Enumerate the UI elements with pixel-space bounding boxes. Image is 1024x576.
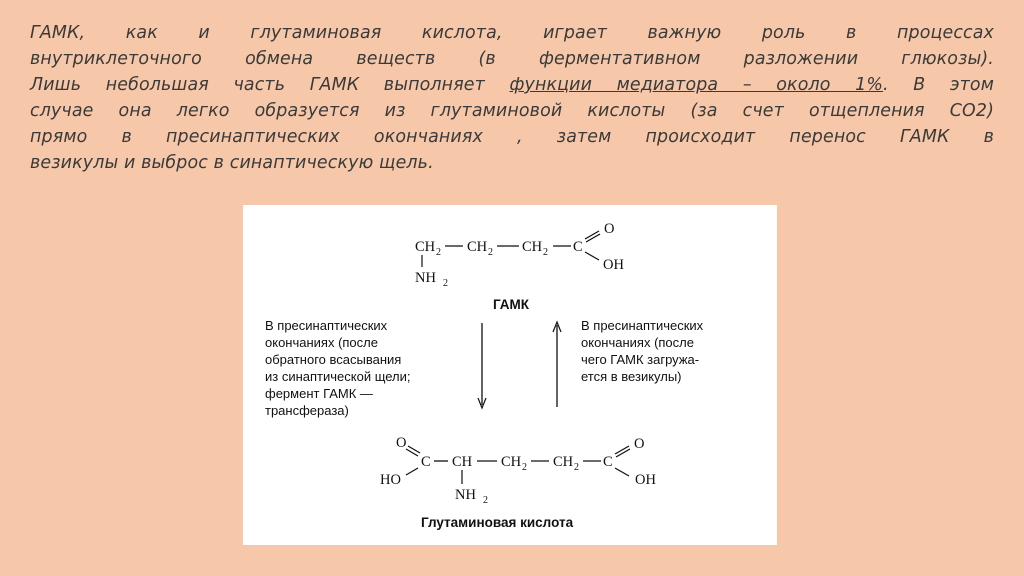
glu-sub-2: 2 xyxy=(574,462,579,473)
glu-nh-sub: 2 xyxy=(483,495,488,506)
glu-nh: NH xyxy=(455,487,476,503)
right-note-line-2: окончаниях (после xyxy=(581,335,694,350)
glu-sub-1: 2 xyxy=(522,462,527,473)
bond xyxy=(585,231,599,239)
gaba-o: O xyxy=(604,221,615,237)
glu-ch2-1: CH xyxy=(501,454,522,470)
mediator-function-link[interactable]: функции медиатора – около 1% xyxy=(509,75,884,95)
glu-oh: OH xyxy=(635,472,656,488)
text-line-2: внутриклеточного обмена веществ (в ферментативном разложении глюкозы). xyxy=(30,49,994,69)
bond xyxy=(586,234,600,242)
gaba-ch2-3: CH xyxy=(522,239,543,255)
gaba-label: ГАМК xyxy=(493,297,530,312)
bond xyxy=(585,252,599,260)
text-line-1: ГАМК, как и глутаминовая кислота, играет важную роль в процессах xyxy=(30,23,994,43)
gaba-sub-1: 2 xyxy=(436,247,441,258)
gaba-sub-2: 2 xyxy=(488,247,493,258)
glutamic-acid-label: Глутаминовая кислота xyxy=(421,515,574,530)
text-line-3 xyxy=(30,72,994,98)
text-line-3-start: Лишь небольшая часть ГАМК выполняет xyxy=(30,75,510,95)
text-line-6: везикулы и выброс в синаптическую щель. xyxy=(30,153,434,173)
left-note-line-1: В пресинаптических xyxy=(265,318,388,333)
gaba-oh: OH xyxy=(603,257,624,273)
glu-o-right: O xyxy=(634,436,645,452)
gaba-formula xyxy=(415,221,624,289)
right-note-line-1: В пресинаптических xyxy=(581,318,704,333)
right-note xyxy=(581,318,704,384)
left-note-line-4: из синаптической щели; xyxy=(265,369,411,384)
text-line-4: случае она легко образуется из глутаминовой кислоты (за счет отщепления СО2) xyxy=(30,101,994,121)
gaba-ch2-1: CH xyxy=(415,239,436,255)
right-note-line-3: чего ГАМК загружа- xyxy=(581,352,700,367)
gaba-sub-3: 2 xyxy=(543,247,548,258)
left-note-line-6: трансфераза) xyxy=(265,403,349,418)
gaba-nh-sub: 2 xyxy=(443,278,448,289)
up-arrow xyxy=(553,322,561,407)
gaba-nh: NH xyxy=(415,270,436,286)
down-arrow xyxy=(478,323,486,408)
left-note-line-3: обратного всасывания xyxy=(265,352,402,367)
glu-ch: CH xyxy=(452,454,473,470)
glu-c-right: C xyxy=(603,454,613,470)
gaba-c: C xyxy=(573,239,583,255)
glu-ho: HO xyxy=(380,472,401,488)
text-line-3-end: . В этом xyxy=(883,75,994,95)
left-note-line-5: фермент ГАМК — xyxy=(265,386,373,401)
right-note-line-4: ется в везикулы) xyxy=(581,369,682,384)
glutamic-acid-formula xyxy=(380,435,656,506)
text-line-5: прямо в пресинаптических окончаниях , затем происходит перенос ГАМК в xyxy=(30,127,994,147)
glu-c-left: C xyxy=(421,454,431,470)
left-note-line-2: окончаниях (после xyxy=(265,335,378,350)
gaba-synthesis-figure xyxy=(243,205,777,545)
glu-ch2-2: CH xyxy=(553,454,574,470)
glu-o-left: O xyxy=(396,435,407,451)
left-note xyxy=(265,318,411,418)
figure-svg xyxy=(243,205,777,545)
gaba-ch2-2: CH xyxy=(467,239,488,255)
body-paragraph xyxy=(30,20,994,176)
